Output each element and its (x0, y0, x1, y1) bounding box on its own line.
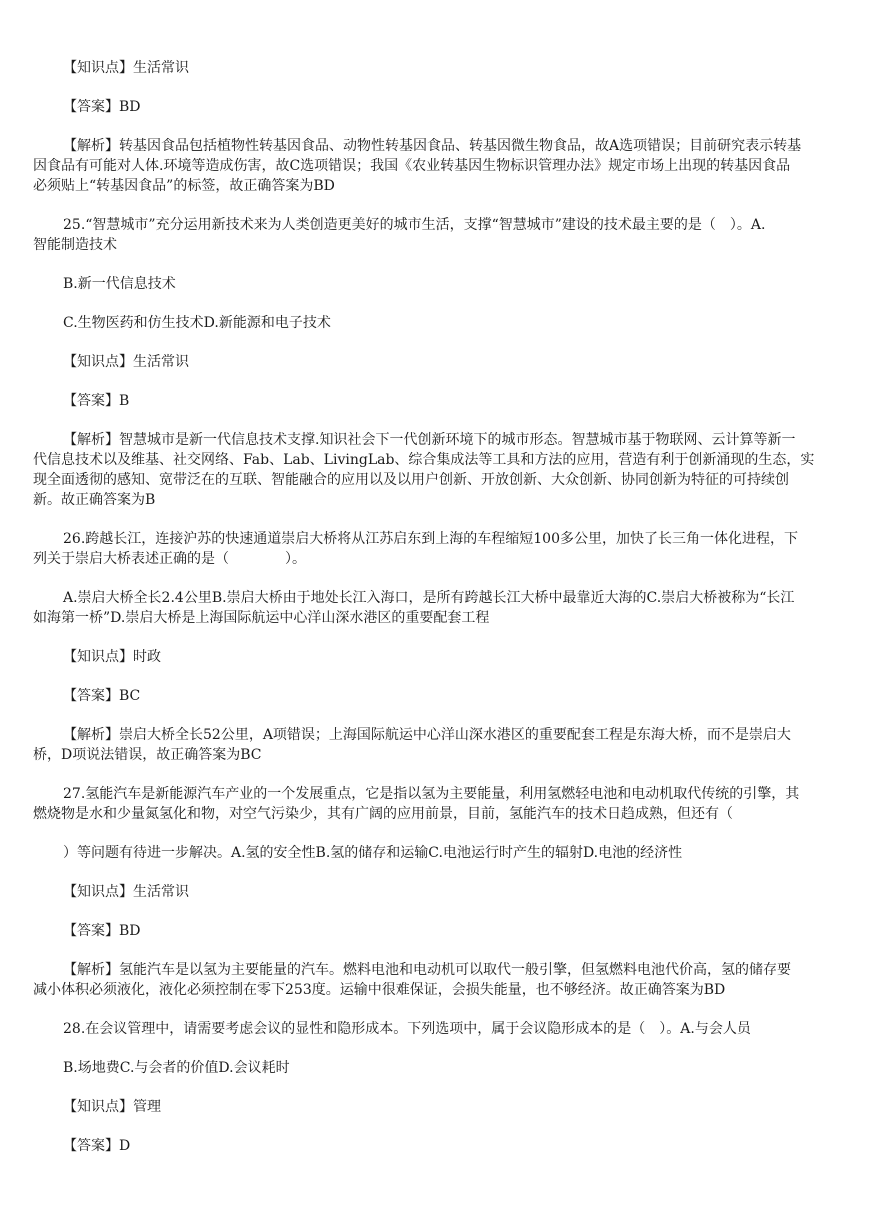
paragraph-b12 (33, 647, 866, 667)
text-line: 【解析】转基因食品包括植物性转基因食品、动物性转基因食品、转基因微生物食品，故A选项错误；目前研究表示转基 (63, 138, 802, 154)
text-line: 新。故正确答案为B (33, 492, 156, 508)
text-line: 【答案】BC (63, 688, 141, 704)
text-line: 28.在会议管理中，请需要考虑会议的显性和隐形成本。下列选项中，属于会议隐形成本的是（ ）。A.与会人员 (63, 1021, 751, 1037)
text-line: B.新一代信息技术 (63, 276, 176, 292)
text-line: 【答案】BD (63, 99, 141, 115)
paragraph-b2 (33, 97, 866, 117)
paragraph-b15 (33, 784, 866, 824)
text-line: 因食品有可能对人体.环境等造成伤害，故C选项错误；我国《农业转基因生物标识管理办法》规定市场上出现的转基因食品 (33, 158, 791, 174)
text-line: 【答案】B (63, 393, 130, 409)
paragraph-b21 (33, 1058, 866, 1078)
text-line: 列关于崇启大桥表述正确的是（ ）。 (33, 551, 306, 567)
text-line: 【解析】智慧城市是新一代信息技术支撑.知识社会下一代创新环境下的城市形态。智慧城市基于物联网、云计算等新一 (63, 432, 796, 448)
text-line: 代信息技术以及维基、社交网络、Fab、Lab、LivingLab、综合集成法等工具和方法的应用，营造有利于创新涌现的生态，实 (33, 452, 815, 468)
paragraph-b17 (33, 882, 866, 902)
paragraph-b7 (33, 352, 866, 372)
paragraph-b10 (33, 529, 866, 569)
paragraph-b5 (33, 274, 866, 294)
text-line: A.崇启大桥全长2.4公里B.崇启大桥由于地处长江入海口，是所有跨越长江大桥中最靠近大海的C.崇启大桥被称为“长江 (63, 590, 795, 606)
document-content (0, 58, 869, 1156)
text-line: 智能制造技术 (33, 237, 117, 253)
text-line: 减小体积必须液化，液化必须控制在零下253度。运输中很难保证，会损失能量，也不够经济。故正确答案为BD (33, 982, 726, 998)
text-line: 桥，D项说法错误，故正确答案为BC (33, 747, 262, 763)
text-line: 【答案】BD (63, 923, 141, 939)
text-line: 【知识点】管理 (63, 1099, 161, 1115)
text-line: 【知识点】生活常识 (63, 884, 189, 900)
text-line: 25.“智慧城市”充分运用新技术来为人类创造更美好的城市生活，支撑“智慧城市”建设的技术最主要的是（ ）。A. (63, 217, 766, 233)
paragraph-b20 (33, 1019, 866, 1039)
paragraph-b13 (33, 686, 866, 706)
paragraph-b8 (33, 391, 866, 411)
paragraph-b19 (33, 960, 866, 1000)
text-line: 现全面透彻的感知、宽带泛在的互联、智能融合的应用以及以用户创新、开放创新、大众创新、协同创新为特征的可持续创 (33, 472, 789, 488)
paragraph-b6 (33, 313, 866, 333)
text-line: 【解析】崇启大桥全长52公里，A项错误；上海国际航运中心洋山深水港区的重要配套工程是东海大桥，而不是崇启大 (63, 727, 791, 743)
text-line: B.场地费C.与会者的价值D.会议耗时 (63, 1060, 290, 1076)
text-line: 如海第一桥”D.崇启大桥是上海国际航运中心洋山深水港区的重要配套工程 (33, 610, 490, 626)
text-line: 【知识点】生活常识 (63, 354, 189, 370)
paragraph-b14 (33, 725, 866, 765)
text-line: 【知识点】生活常识 (63, 60, 189, 76)
paragraph-b9 (33, 430, 866, 510)
text-line: 【知识点】时政 (63, 649, 161, 665)
paragraph-b23 (33, 1136, 866, 1156)
paragraph-b16 (33, 843, 866, 863)
text-line: 【解析】氢能汽车是以氢为主要能量的汽车。燃料电池和电动机可以取代一般引擎，但氢燃料电池代价高，氢的储存要 (63, 962, 791, 978)
text-line: 27.氢能汽车是新能源汽车产业的一个发展重点，它是指以氢为主要能量，利用氢燃轻电池和电动机取代传统的引擎，其 (63, 786, 800, 802)
paragraph-b22 (33, 1097, 866, 1117)
paragraph-b4 (33, 215, 866, 255)
text-line: 燃烧物是水和少量氮氢化和物，对空气污染少，其有广阔的应用前景，目前，氢能汽车的技术日趋成熟，但还有（ (33, 806, 733, 822)
paragraph-b18 (33, 921, 866, 941)
paragraph-b11 (33, 588, 866, 628)
text-line: ）等问题有待进一步解决。A.氢的安全性B.氢的储存和运输C.电池运行时产生的辐射D.电池的经济性 (63, 845, 683, 861)
text-line: C.生物医药和仿生技术D.新能源和电子技术 (63, 315, 331, 331)
text-line: 【答案】D (63, 1138, 131, 1154)
paragraph-b3 (33, 136, 866, 196)
text-line: 必须贴上“转基因食品”的标签，故正确答案为BD (33, 178, 335, 194)
text-line: 26.跨越长江，连接沪苏的快速通道崇启大桥将从江苏启东到上海的车程缩短100多公里，加快了长三角一体化进程，下 (63, 531, 798, 547)
paragraph-b1 (33, 58, 866, 78)
